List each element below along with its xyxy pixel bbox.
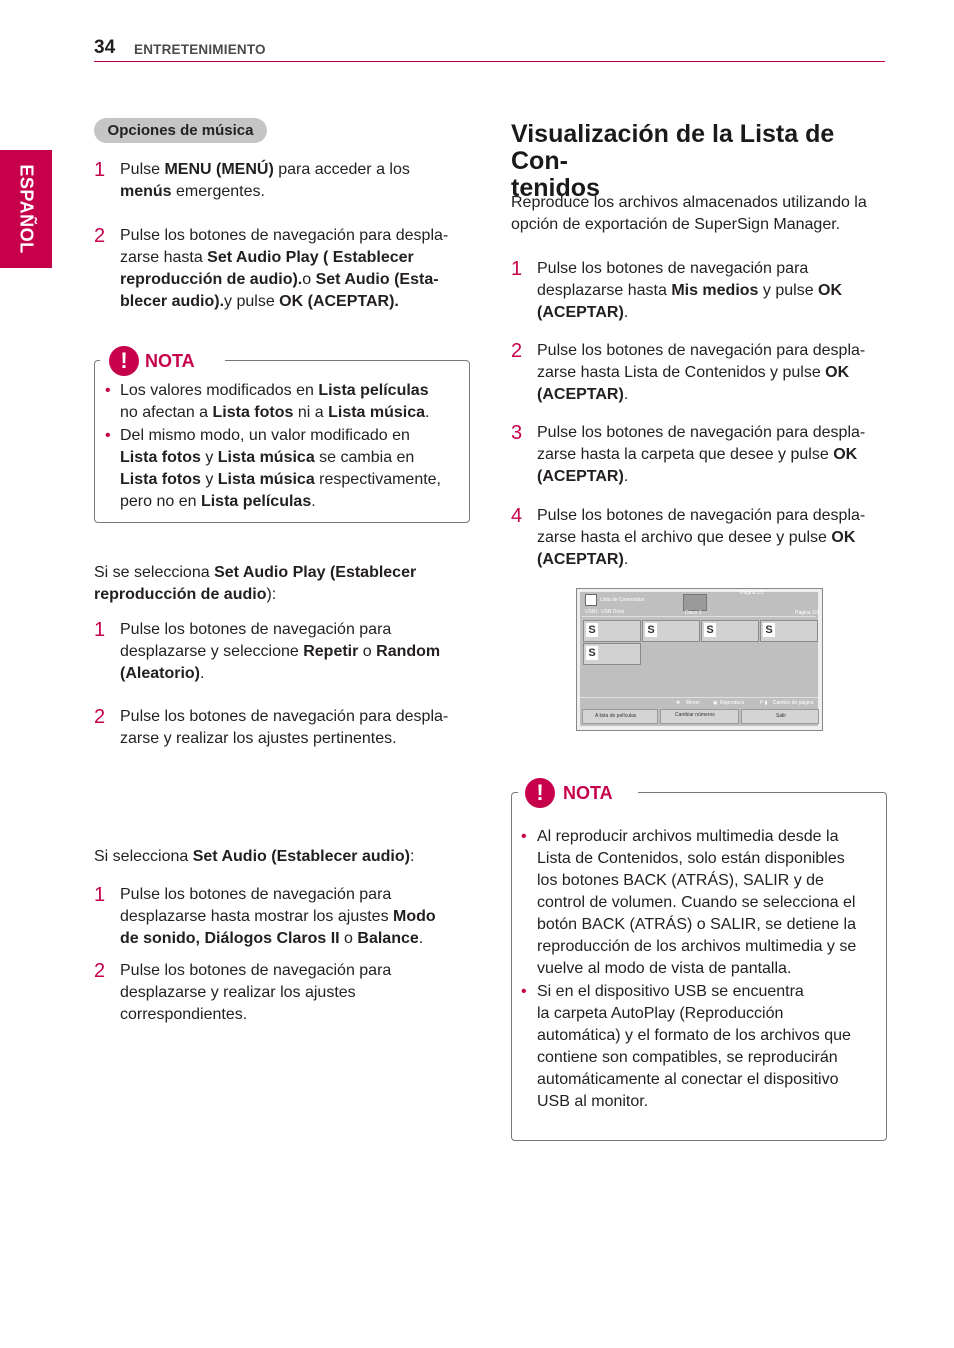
note-bullet-text: Del mismo modo, un valor modificado en Lista fotos y Lista música se cambia en Lista fotos y Lista música respectivamente, pero no en Lista películas. bbox=[120, 427, 441, 510]
header-divider bbox=[94, 61, 885, 62]
note-bullet-text: Si en el dispositivo USB se encuentra la carpeta AutoPlay (Reproducción automática) y el formato de los archivos que contiene son compatibles, se reproducirán automáticamente al conectar el dispositivo USB al monitor. bbox=[537, 983, 851, 1110]
intro-paragraph: Reproduce los archivos almacenados utilizando la opción de exportación de SuperSign Manager. bbox=[511, 194, 867, 233]
step-text: Pulse los botones de navegación para despla- zarse hasta Lista de Contenidos y pulse OK (ACEPTAR). bbox=[537, 342, 866, 403]
drive-label: USB Drive bbox=[601, 609, 625, 615]
warning-icon: ! bbox=[109, 346, 139, 376]
content-thumbnail[interactable] bbox=[701, 620, 759, 642]
content-thumbnail[interactable] bbox=[642, 620, 700, 642]
folder-icon bbox=[683, 594, 707, 611]
screen-title: Lista de Contenidos bbox=[600, 597, 645, 603]
move-icon: ✥ bbox=[676, 700, 681, 706]
supersign-icon: S bbox=[586, 646, 598, 660]
change-numbers-button-label: Cambiar números bbox=[675, 712, 715, 718]
page-change-hint: Cambio de página bbox=[773, 700, 814, 706]
note-bullet-text: Los valores modificados en Lista películas no afectan a Lista fotos ni a Lista música. bbox=[120, 382, 430, 421]
language-tab bbox=[0, 150, 52, 268]
bullet-icon: • bbox=[105, 382, 111, 399]
step-number: 3 bbox=[511, 422, 523, 444]
paragraph: Si se selecciona Set Audio Play (Establecer reproducción de audio): bbox=[94, 564, 417, 603]
change-numbers-button[interactable] bbox=[660, 709, 739, 724]
step-text: Pulse los botones de navegación para despla- zarse hasta la carpeta que desee y pulse OK (ACEPTAR). bbox=[537, 424, 866, 485]
exit-button[interactable] bbox=[741, 709, 819, 724]
move-hint: Mover bbox=[686, 700, 700, 706]
language-tab-label: ESPAÑOL bbox=[16, 164, 37, 254]
content-thumbnail[interactable] bbox=[583, 620, 641, 642]
bullet-icon: • bbox=[521, 983, 527, 1000]
step-number: 1 bbox=[511, 258, 523, 280]
step-text: Pulse los botones de navegación para desplazarse y seleccione Repetir o Random (Aleatorio). bbox=[120, 621, 441, 682]
step-text: Pulse los botones de navegación para despla- zarse hasta el archivo que desee y pulse OK (ACEPTAR). bbox=[537, 507, 866, 568]
supersign-icon: S bbox=[763, 623, 775, 637]
step-number: 2 bbox=[511, 340, 523, 362]
note-bullet-text: Al reproducir archivos multimedia desde la Lista de Contenidos, solo están disponibles los botones BACK (ATRÁS), SALIR y de control de volumen. Cuando se selecciona el botón BACK (ATRÁS) o SALIR, se detiene la reproducción de los archivos multimedia y se vuelve al modo de vista de pantalla. bbox=[537, 828, 857, 977]
section-title: ENTRETENIMIENTO bbox=[134, 42, 266, 57]
step-number: 1 bbox=[94, 619, 106, 641]
step-text: Pulse los botones de navegación para despla- zarse y realizar los ajustes pertinentes. bbox=[120, 708, 449, 747]
ok-icon: ◉ bbox=[713, 700, 718, 706]
note-label: NOTA bbox=[563, 783, 619, 804]
content-thumbnail[interactable] bbox=[760, 620, 818, 642]
page-indicator-right: Página 1/1 bbox=[795, 610, 819, 616]
page-number: 34 bbox=[94, 37, 116, 58]
supersign-icon: S bbox=[704, 623, 716, 637]
step-text: Pulse MENU (MENÚ) para acceder a los menús emergentes. bbox=[120, 161, 410, 200]
exit-button-label: Salir bbox=[776, 713, 787, 719]
step-text: Pulse los botones de navegación para desplazarse hasta Mis medios y pulse OK (ACEPTAR). bbox=[537, 260, 843, 321]
step-number: 1 bbox=[94, 159, 106, 181]
step-text: Pulse los botones de navegación para desplazarse y realizar los ajustes correspondientes. bbox=[120, 962, 392, 1023]
content-thumbnail[interactable] bbox=[583, 643, 641, 665]
step-number: 4 bbox=[511, 505, 523, 527]
disk-label: Disco 1 bbox=[685, 610, 702, 616]
step-text: Pulse los botones de navegación para desplazarse hasta mostrar los ajustes Modo de sonido, Diálogos Claros II o Balance. bbox=[120, 886, 436, 947]
play-hint: Reproducir bbox=[720, 700, 745, 706]
step-number: 1 bbox=[94, 884, 106, 906]
supersign-icon: S bbox=[586, 623, 598, 637]
bullet-icon: • bbox=[105, 427, 111, 444]
step-text: Pulse los botones de navegación para despla- zarse hasta Set Audio Play ( Establecer reproducción de audio).o Set Audio (Esta- blecer audio).y pulse OK (ACEPTAR). bbox=[120, 227, 449, 310]
movie-list-button[interactable] bbox=[582, 709, 658, 724]
section-heading: Visualización de la Lista de Con- tenidos bbox=[511, 120, 835, 202]
paragraph: Si selecciona Set Audio (Establecer audio): bbox=[94, 848, 415, 865]
bullet-icon: • bbox=[521, 828, 527, 845]
step-number: 2 bbox=[94, 706, 106, 728]
page-key-icon: P ▮ bbox=[760, 700, 768, 706]
note-label: NOTA bbox=[145, 351, 201, 372]
usb-label: USB1 bbox=[585, 609, 599, 615]
music-options-pill: Opciones de música bbox=[94, 118, 267, 143]
step-number: 2 bbox=[94, 960, 106, 982]
supersign-icon bbox=[585, 594, 597, 606]
page-indicator: Página 1/1 bbox=[740, 590, 764, 596]
supersign-icon: S bbox=[645, 623, 657, 637]
content-list-screenshot bbox=[576, 588, 823, 731]
step-number: 2 bbox=[94, 225, 106, 247]
movie-list-button-label: A lista de películas bbox=[595, 713, 637, 719]
warning-icon: ! bbox=[525, 778, 555, 808]
